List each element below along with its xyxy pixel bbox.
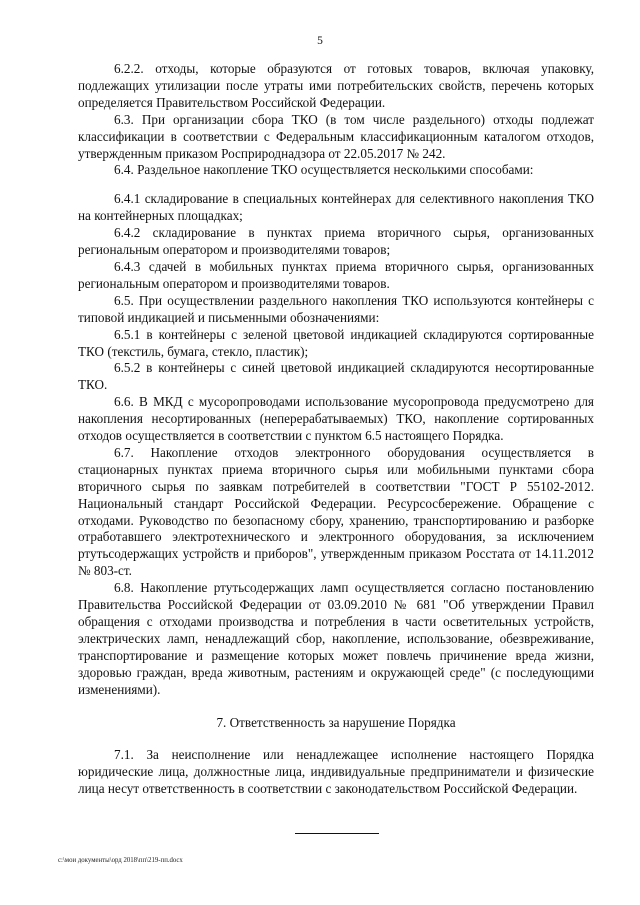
paragraph-6-4-2: 6.4.2 складирование в пунктах приема вторичного сырья, организованных региональным оператором и производителями товаров; <box>78 225 594 258</box>
section-heading: 7. Ответственность за нарушение Порядка <box>216 714 456 730</box>
paragraph-6-7: 6.7. Накопление отходов электронного оборудования осуществляется в стационарных пунктах приема вторичного сырья или мобильными пунктами сбора вторичного сырья по заявкам потребителей в соответствии "ГОСТ Р 55102-2012. Национальный стандарт Российской Федерации. Ресурсосбережение. Обращение с отходами. Руководство по безопасному сбору, хранению, транспортированию и разборке отработавшего электротехнического и электронного оборудования, за исключением ртутьсодержащих устройств и приборов", утвержденным приказом Росстата от 14.11.2012 № 803-ст. <box>78 444 594 579</box>
paragraph-6-4-3: 6.4.3 сдачей в мобильных пунктах приема вторичного сырья, организованных региональным оператором и производителями товаров. <box>78 258 594 291</box>
paragraph-6-6: 6.6. В МКД с мусоропроводами использование мусоропровода предусмотрено для накопления несортированных (неперерабатываемых) ТКО, накопление сортированных отходов осуществляется в соответствии с пунктом 6.5 настоящего Порядка. <box>78 394 594 444</box>
paragraph-6-4-1: 6.4.1 складирование в специальных контейнерах для селективного накопления ТКО на контейнерных площадках; <box>78 191 594 224</box>
paragraph-6-3: 6.3. При организации сбора ТКО (в том числе раздельного) отходы подлежат классификации в соответствии с Федеральным классификационным каталогом отходов, утвержденным приказом Росприроднадзора от 22.05.2017 № 242. <box>78 111 594 161</box>
document-body <box>78 61 594 798</box>
paragraph-6-4: 6.4. Раздельное накопление ТКО осуществляется несколькими способами: <box>114 162 534 178</box>
horizontal-rule <box>295 833 379 834</box>
paragraph-6-5-2: 6.5.2 в контейнеры с синей цветовой индикацией складируются несортированные ТКО. <box>78 360 594 393</box>
paragraph-6-2-2: 6.2.2. отходы, которые образуются от готовых товаров, включая упаковку, подлежащих утилизации после утраты ими потребительских свойств, перечень которых определяется Правительством Российской Федерации. <box>78 61 594 110</box>
paragraph-6-8: 6.8. Накопление ртутьсодержащих ламп осуществляется согласно постановлению Правительства Российской Федерации от 03.09.2010 № 681 "Об утверждении Правил обращения с отходами производства и потребления в части осветительных устройств, электрических ламп, ненадлежащий сбор, накопление, использование, обезвреживание, транспортирование и размещение которых может повлечь причинение вреда жизни, здоровью граждан, вреда животным, растениям и окружающей среде" (с последующими изменениями). <box>78 580 594 697</box>
paragraph-6-5: 6.5. При осуществлении раздельного накопления ТКО используются контейнеры с типовой индикацией и письменными обозначениями: <box>78 292 594 325</box>
paragraph-6-5-1: 6.5.1 в контейнеры с зеленой цветовой индикацией складируются сортированные ТКО (текстиль, бумага, стекло, пластик); <box>78 326 594 359</box>
footer-file-path: c:\мои документы\орд 2018\пп\219-пп.docx <box>58 857 183 864</box>
page-number: 5 <box>317 35 323 47</box>
paragraph-7-1: 7.1. За неисполнение или ненадлежащее исполнение настоящего Порядка юридические лица, должностные лица, индивидуальные предприниматели и физические лица несут ответственность в соответствии с законодательством Российской Федерации. <box>78 747 594 797</box>
